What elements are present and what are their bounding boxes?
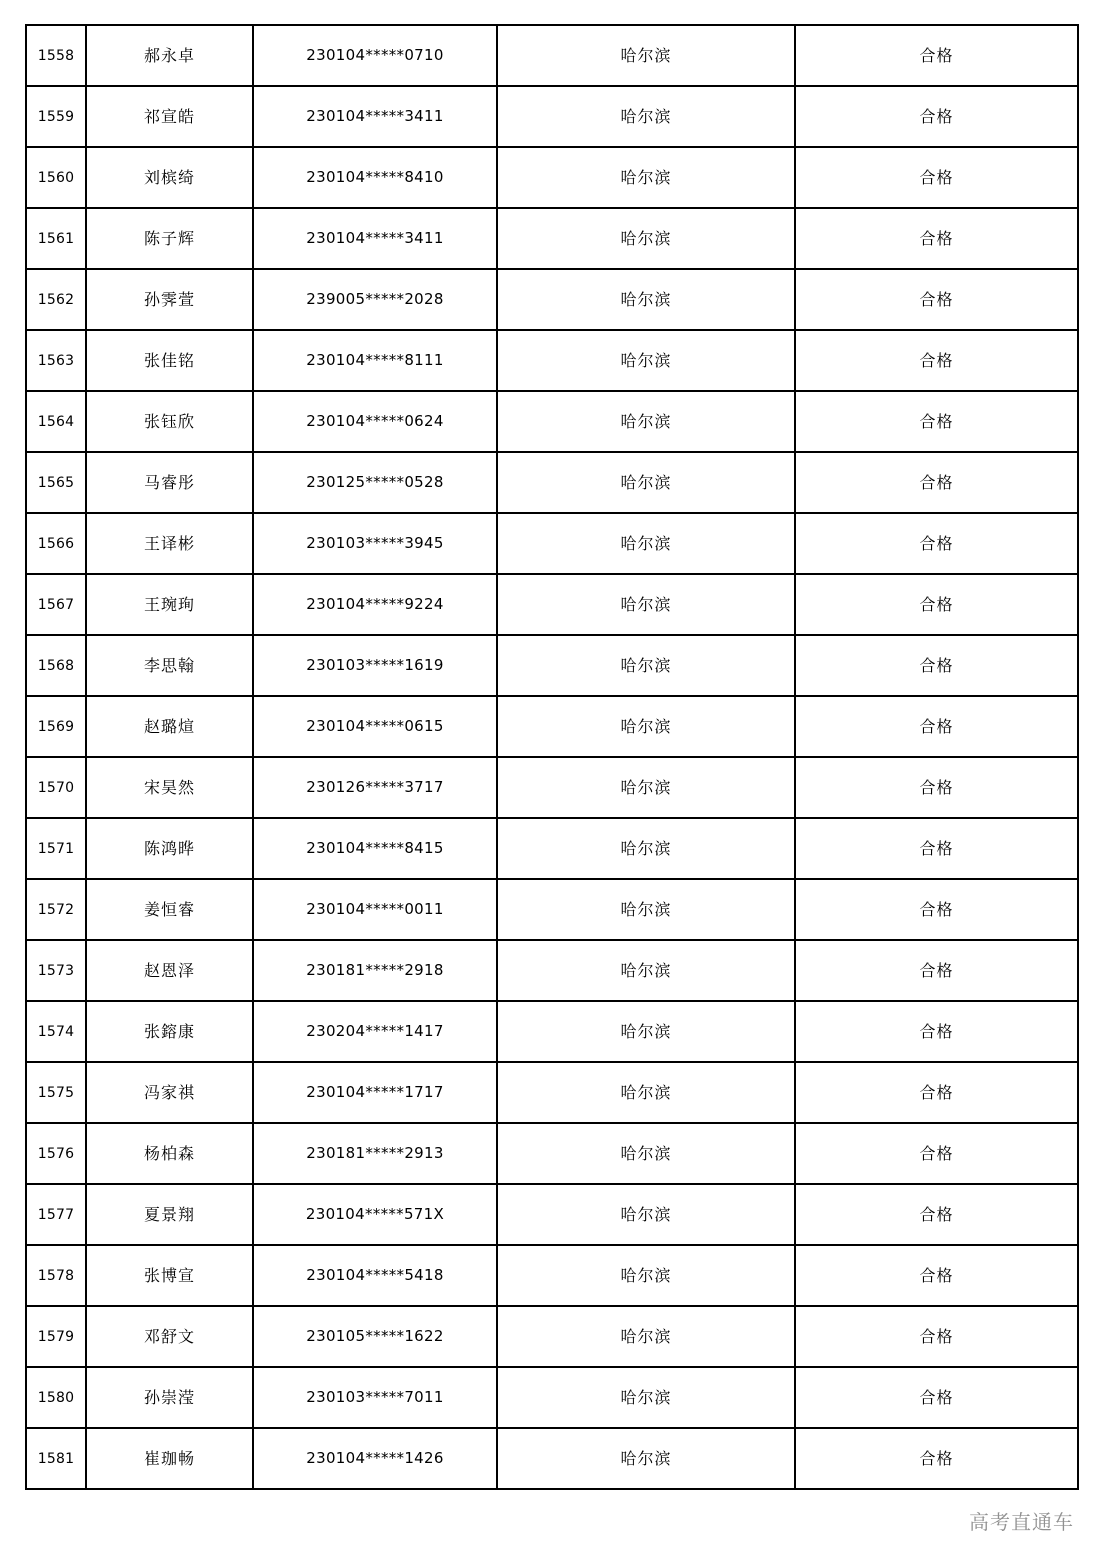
serial-number-cell: 1574 [26, 1001, 86, 1062]
city-cell: 哈尔滨 [497, 1123, 795, 1184]
id-number-cell: 230104*****5418 [253, 1245, 497, 1306]
status-cell: 合格 [795, 818, 1078, 879]
id-number-cell: 230104*****571X [253, 1184, 497, 1245]
serial-number-cell: 1563 [26, 330, 86, 391]
table-row [26, 1123, 1078, 1184]
status-cell: 合格 [795, 757, 1078, 818]
table-row [26, 879, 1078, 940]
table-row [26, 1428, 1078, 1489]
city-cell: 哈尔滨 [497, 1184, 795, 1245]
id-number-cell: 230104*****1717 [253, 1062, 497, 1123]
serial-number-cell: 1564 [26, 391, 86, 452]
city-cell: 哈尔滨 [497, 818, 795, 879]
name-cell: 李思翰 [86, 635, 253, 696]
city-cell: 哈尔滨 [497, 1428, 795, 1489]
name-cell: 王译彬 [86, 513, 253, 574]
status-cell: 合格 [795, 1306, 1078, 1367]
status-cell: 合格 [795, 1428, 1078, 1489]
table-row [26, 452, 1078, 513]
status-cell: 合格 [795, 452, 1078, 513]
city-cell: 哈尔滨 [497, 1367, 795, 1428]
serial-number-cell: 1573 [26, 940, 86, 1001]
name-cell: 夏景翔 [86, 1184, 253, 1245]
city-cell: 哈尔滨 [497, 330, 795, 391]
status-cell: 合格 [795, 1001, 1078, 1062]
table-row [26, 1367, 1078, 1428]
table-row [26, 330, 1078, 391]
results-table [25, 24, 1079, 1490]
name-cell: 宋昊然 [86, 757, 253, 818]
name-cell: 郝永卓 [86, 25, 253, 86]
name-cell: 陈鸿晔 [86, 818, 253, 879]
status-cell: 合格 [795, 1245, 1078, 1306]
table-row [26, 757, 1078, 818]
name-cell: 赵恩泽 [86, 940, 253, 1001]
status-cell: 合格 [795, 25, 1078, 86]
city-cell: 哈尔滨 [497, 940, 795, 1001]
city-cell: 哈尔滨 [497, 1306, 795, 1367]
serial-number-cell: 1558 [26, 25, 86, 86]
serial-number-cell: 1562 [26, 269, 86, 330]
name-cell: 姜恒睿 [86, 879, 253, 940]
city-cell: 哈尔滨 [497, 1001, 795, 1062]
city-cell: 哈尔滨 [497, 208, 795, 269]
serial-number-cell: 1577 [26, 1184, 86, 1245]
name-cell: 崔珈畅 [86, 1428, 253, 1489]
id-number-cell: 230181*****2913 [253, 1123, 497, 1184]
city-cell: 哈尔滨 [497, 574, 795, 635]
status-cell: 合格 [795, 635, 1078, 696]
status-cell: 合格 [795, 513, 1078, 574]
status-cell: 合格 [795, 330, 1078, 391]
id-number-cell: 230126*****3717 [253, 757, 497, 818]
table-row [26, 635, 1078, 696]
table-row [26, 25, 1078, 86]
name-cell: 张佳铭 [86, 330, 253, 391]
status-cell: 合格 [795, 879, 1078, 940]
city-cell: 哈尔滨 [497, 1062, 795, 1123]
id-number-cell: 230104*****0710 [253, 25, 497, 86]
city-cell: 哈尔滨 [497, 25, 795, 86]
table-row [26, 940, 1078, 1001]
city-cell: 哈尔滨 [497, 391, 795, 452]
name-cell: 杨柏森 [86, 1123, 253, 1184]
table-row [26, 513, 1078, 574]
status-cell: 合格 [795, 86, 1078, 147]
city-cell: 哈尔滨 [497, 269, 795, 330]
id-number-cell: 230103*****7011 [253, 1367, 497, 1428]
id-number-cell: 230125*****0528 [253, 452, 497, 513]
id-number-cell: 230204*****1417 [253, 1001, 497, 1062]
id-number-cell: 230104*****8410 [253, 147, 497, 208]
name-cell: 张鎔康 [86, 1001, 253, 1062]
table-row [26, 86, 1078, 147]
serial-number-cell: 1579 [26, 1306, 86, 1367]
table-row [26, 574, 1078, 635]
table-row [26, 147, 1078, 208]
status-cell: 合格 [795, 940, 1078, 1001]
id-number-cell: 230181*****2918 [253, 940, 497, 1001]
city-cell: 哈尔滨 [497, 1245, 795, 1306]
serial-number-cell: 1561 [26, 208, 86, 269]
status-cell: 合格 [795, 269, 1078, 330]
city-cell: 哈尔滨 [497, 879, 795, 940]
city-cell: 哈尔滨 [497, 147, 795, 208]
city-cell: 哈尔滨 [497, 635, 795, 696]
serial-number-cell: 1566 [26, 513, 86, 574]
id-number-cell: 230104*****3411 [253, 208, 497, 269]
name-cell: 孙崇滢 [86, 1367, 253, 1428]
results-table-body [26, 25, 1078, 1489]
name-cell: 刘槟绮 [86, 147, 253, 208]
serial-number-cell: 1559 [26, 86, 86, 147]
serial-number-cell: 1560 [26, 147, 86, 208]
id-number-cell: 230104*****9224 [253, 574, 497, 635]
status-cell: 合格 [795, 1367, 1078, 1428]
name-cell: 王琬珣 [86, 574, 253, 635]
serial-number-cell: 1570 [26, 757, 86, 818]
name-cell: 孙霁萱 [86, 269, 253, 330]
serial-number-cell: 1565 [26, 452, 86, 513]
serial-number-cell: 1581 [26, 1428, 86, 1489]
id-number-cell: 230104*****8111 [253, 330, 497, 391]
name-cell: 邓舒文 [86, 1306, 253, 1367]
name-cell: 马睿彤 [86, 452, 253, 513]
name-cell: 赵璐煊 [86, 696, 253, 757]
table-row [26, 1184, 1078, 1245]
table-row [26, 1062, 1078, 1123]
serial-number-cell: 1578 [26, 1245, 86, 1306]
id-number-cell: 230105*****1622 [253, 1306, 497, 1367]
name-cell: 祁宣皓 [86, 86, 253, 147]
id-number-cell: 239005*****2028 [253, 269, 497, 330]
table-row [26, 1245, 1078, 1306]
city-cell: 哈尔滨 [497, 757, 795, 818]
id-number-cell: 230104*****0615 [253, 696, 497, 757]
serial-number-cell: 1572 [26, 879, 86, 940]
serial-number-cell: 1575 [26, 1062, 86, 1123]
id-number-cell: 230104*****3411 [253, 86, 497, 147]
id-number-cell: 230104*****0624 [253, 391, 497, 452]
id-number-cell: 230103*****3945 [253, 513, 497, 574]
id-number-cell: 230103*****1619 [253, 635, 497, 696]
name-cell: 冯家祺 [86, 1062, 253, 1123]
table-row [26, 818, 1078, 879]
city-cell: 哈尔滨 [497, 452, 795, 513]
id-number-cell: 230104*****8415 [253, 818, 497, 879]
name-cell: 张博宣 [86, 1245, 253, 1306]
status-cell: 合格 [795, 147, 1078, 208]
status-cell: 合格 [795, 391, 1078, 452]
table-row [26, 208, 1078, 269]
table-row [26, 391, 1078, 452]
status-cell: 合格 [795, 574, 1078, 635]
serial-number-cell: 1568 [26, 635, 86, 696]
document-page [25, 24, 1077, 1490]
table-row [26, 696, 1078, 757]
table-row [26, 1001, 1078, 1062]
serial-number-cell: 1571 [26, 818, 86, 879]
table-row [26, 269, 1078, 330]
id-number-cell: 230104*****0011 [253, 879, 497, 940]
status-cell: 合格 [795, 208, 1078, 269]
id-number-cell: 230104*****1426 [253, 1428, 497, 1489]
serial-number-cell: 1580 [26, 1367, 86, 1428]
status-cell: 合格 [795, 696, 1078, 757]
name-cell: 张钰欣 [86, 391, 253, 452]
table-row [26, 1306, 1078, 1367]
name-cell: 陈子辉 [86, 208, 253, 269]
serial-number-cell: 1567 [26, 574, 86, 635]
serial-number-cell: 1569 [26, 696, 86, 757]
city-cell: 哈尔滨 [497, 696, 795, 757]
city-cell: 哈尔滨 [497, 86, 795, 147]
status-cell: 合格 [795, 1123, 1078, 1184]
city-cell: 哈尔滨 [497, 513, 795, 574]
watermark-text: 高考直通车 [969, 1510, 1074, 1534]
status-cell: 合格 [795, 1184, 1078, 1245]
serial-number-cell: 1576 [26, 1123, 86, 1184]
status-cell: 合格 [795, 1062, 1078, 1123]
